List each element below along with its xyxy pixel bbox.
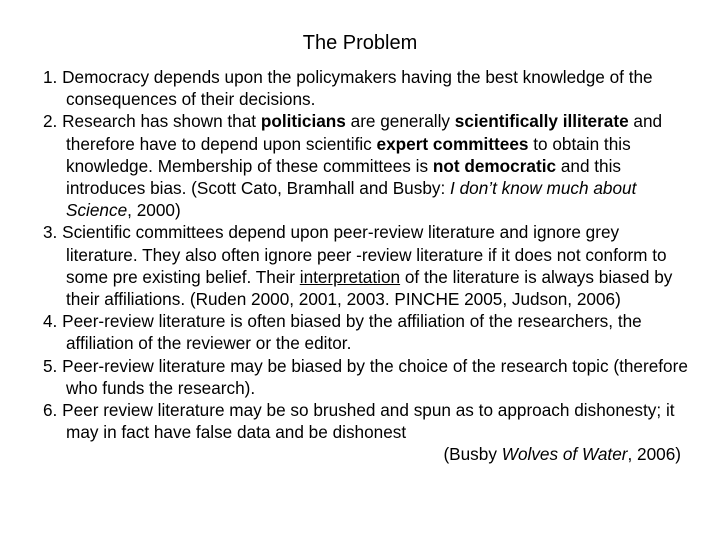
text-run: Scientific committees depend upon peer-review literature and ignore grey literature. They also often ignore peer -review literature if it does not conform to some pre existing belief. Their [62,222,667,287]
text-run: Peer review literature may be so brushed and spun as to approach dishonesty; it may in fact have false data and be dishonest [62,400,675,443]
problem-list [43,66,693,466]
text-run: Peer-review literature may be biased by the choice of the research topic (therefore who funds the research). [62,355,688,398]
bold-text: scientifically illiterate [454,111,629,132]
bold-text: politicians [260,111,346,132]
text-run: of the literature is always biased by their affiliations. (Ruden 2000, 2001, 2003. PINCHE 2005, Judson, 2006) [66,266,673,310]
list-item [43,221,693,310]
list-item-number: 2. [43,111,58,132]
list-item [43,355,693,399]
text-run: and therefore have to depend upon scientific [66,111,663,154]
citation [43,443,693,465]
text-run: are generally [345,111,455,132]
italic-text: I don’t know much about Science [66,178,637,221]
text-run: , 2000) [127,200,181,221]
text-run: Democracy depends upon the policymakers having the best knowledge of the consequences of their decisions. [62,67,653,110]
text-run: Peer-review literature is often biased by the affiliation of the researchers, the affiliation of the reviewer or the editor. [62,311,642,354]
list-item-number: 1. [43,67,58,87]
text-run: (Busby [443,444,502,465]
slide-title: The Problem [302,32,418,54]
list-item-number: 4. [43,311,58,332]
text-run: to obtain this knowledge. Membership of these committees is [66,133,631,176]
text-run: Research has shown that [62,111,261,132]
list-item [43,110,693,221]
list-item-number: 6. [43,400,58,421]
list-item-number: 3. [43,222,58,243]
list-item [43,310,693,354]
list-item-number: 5. [43,355,58,376]
italic-text: Wolves of Water [501,444,628,465]
underlined-text: interpretation [299,266,401,287]
list-item [43,399,693,443]
bold-text: not democratic [432,155,557,176]
text-run: and this introduces bias. (Scott Cato, Bramhall and Busby: [66,155,622,199]
bold-text: expert committees [376,133,529,154]
text-run: , 2006) [627,444,681,465]
list-item [43,66,693,110]
